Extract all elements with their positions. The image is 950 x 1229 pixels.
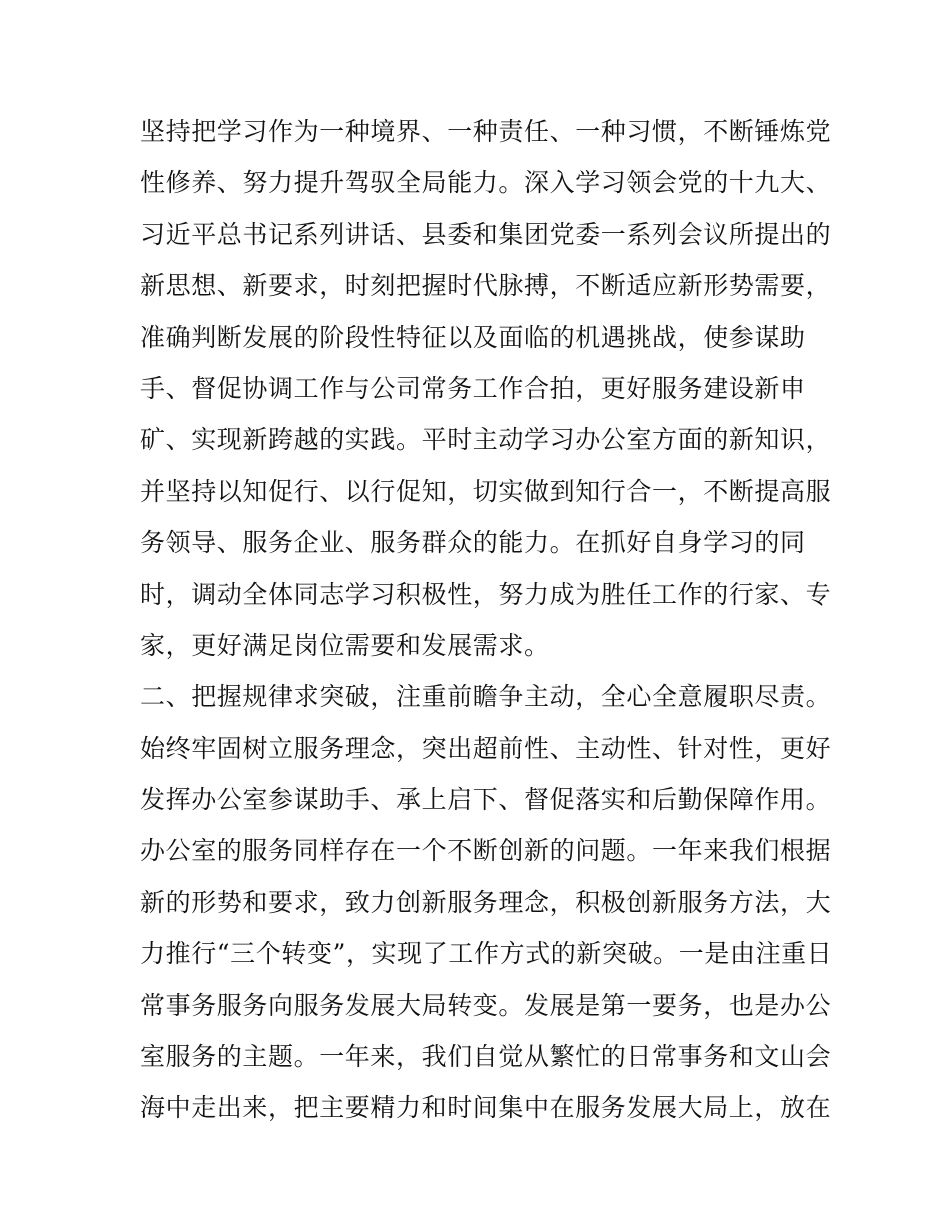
text-line: 力推行“三个转变”，实现了工作方式的新突破。一是由注重日 [140,939,833,969]
text-line: 办公室的服务同样存在一个不断创新的问题。一年来我们根据 [140,836,832,866]
text-line: 性修养、努力提升驾驭全局能力。深入学习领会党的十九大、 [140,168,832,198]
text-line: 并坚持以知促行、以行促知，切实做到知行合一，不断提高服 [140,476,832,506]
text-line: 家，更好满足岗位需要和发展需求。 [140,630,550,660]
section-heading-line: 二、把握规律求突破，注重前瞻争主动，全心全意履职尽责。 [140,682,832,712]
text-line: 时，调动全体同志学习积极性，努力成为胜任工作的行家、专 [140,579,832,609]
text-line: 发挥办公室参谋助手、承上启下、督促落实和后勤保障作用。 [140,785,832,815]
text-line: 手、督促协调工作与公司常务工作合拍，更好服务建设新申 [140,373,806,403]
text-line: 海中走出来，把主要精力和时间集中在服务发展大局上，放在 [140,1093,832,1123]
text-line: 坚持把学习作为一种境界、一种责任、一种习惯，不断锤炼党 [140,117,832,146]
body-text [140,106,833,1134]
text-line: 新思想、新要求，时刻把握时代脉搏，不断适应新形势需要， [140,271,832,301]
text-line: 新的形势和要求，致力创新服务理念，积极创新服务方法，大 [140,887,832,917]
text-line: 矿、实现新跨越的实践。平时主动学习办公室方面的新知识， [140,425,832,455]
text-line: 常事务服务向服务发展大局转变。发展是第一要务，也是办公 [140,990,832,1020]
text-line: 务领导、服务企业、服务群众的能力。在抓好自身学习的同 [140,528,806,558]
text-line: 准确判断发展的阶段性特征以及面临的机遇挑战，使参谋助 [140,322,806,352]
text-line: 习近平总书记系列讲话、县委和集团党委一系列会议所提出的 [140,219,832,249]
text-line: 室服务的主题。一年来，我们自觉从繁忙的日常事务和文山会 [140,1042,832,1072]
text-line: 始终牢固树立服务理念，突出超前性、主动性、针对性，更好 [140,733,832,763]
